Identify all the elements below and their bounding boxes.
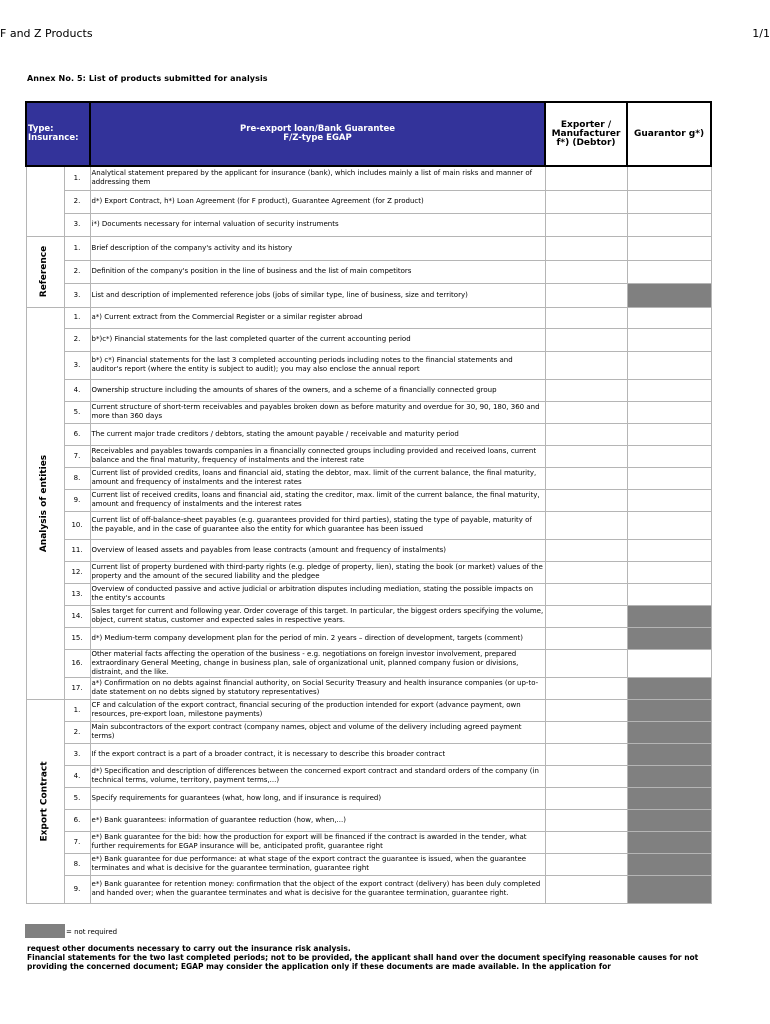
guarantor-cell: [627, 328, 711, 351]
guarantor-cell: [627, 511, 711, 539]
annex-title: Annex No. 5: List of products submitted for analysis: [27, 74, 268, 83]
row-number: 3.: [64, 743, 90, 765]
table-row: [26, 765, 711, 787]
row-number: 17.: [64, 677, 90, 699]
guarantor-cell: [627, 401, 711, 423]
exporter-cell: [545, 445, 627, 467]
row-description: Current list of property burdened with third-party rights (e.g. pledge of property, lien), stating the book (or market) values of the property and the amount of the secured liability and the pledgee: [90, 561, 545, 583]
exporter-cell: [545, 605, 627, 627]
section-label: Export Contract: [39, 760, 50, 842]
row-number: 10.: [64, 511, 90, 539]
type-insurance-header: [26, 102, 90, 166]
exporter-cell: [545, 166, 627, 190]
exporter-cell: [545, 649, 627, 677]
product-header: [90, 102, 545, 166]
exporter-cell: [545, 809, 627, 831]
guarantor-cell: [627, 561, 711, 583]
exporter-cell: [545, 875, 627, 903]
row-description: Current structure of short-term receivables and payables broken down as before maturity and overdue for 30, 90, 180, 360 and more than 360 days: [90, 401, 545, 423]
guarantor-cell: [627, 489, 711, 511]
row-number: 8.: [64, 467, 90, 489]
table-row: [26, 677, 711, 699]
row-number: 1.: [64, 236, 90, 260]
row-number: 1.: [64, 699, 90, 721]
row-number: 3.: [64, 283, 90, 307]
row-description: CF and calculation of the export contract, financial securing of the production intended for export (advance payment, own resources, pre-export loan, milestone payments): [90, 699, 545, 721]
row-number: 7.: [64, 445, 90, 467]
row-description: List and description of implemented reference jobs (jobs of similar type, line of business, size and territory): [90, 283, 545, 307]
table-row: [26, 467, 711, 489]
table-row: [26, 236, 711, 260]
table-header-row: [26, 102, 711, 166]
products-table: [25, 101, 712, 904]
type-label: Type:: [28, 124, 54, 134]
guarantor-cell: [627, 787, 711, 809]
guarantor-cell: [627, 307, 711, 328]
row-number: 15.: [64, 627, 90, 649]
guarantor-cell: [627, 190, 711, 213]
guarantor-cell: [627, 875, 711, 903]
row-number: 2.: [64, 260, 90, 283]
table-row: [26, 489, 711, 511]
row-number: 4.: [64, 379, 90, 401]
table-row: [26, 328, 711, 351]
guarantor-cell: [627, 236, 711, 260]
table-row: [26, 721, 711, 743]
row-description: Sales target for current and following year. Order coverage of this target. In particular, the biggest orders specifying the volume, object, current status, customer and expected sales in respective years.: [90, 605, 545, 627]
row-description: d*) Medium-term company development plan for the period of min. 2 years – direction of development, targets (comment): [90, 627, 545, 649]
exporter-cell: [545, 583, 627, 605]
exporter-cell: [545, 677, 627, 699]
row-description: Overview of conducted passive and active judicial or arbitration disputes including mediation, stating the possible impacts on the entity's accounts: [90, 583, 545, 605]
row-description: Overview of leased assets and payables from lease contracts (amount and frequency of instalments): [90, 539, 545, 561]
row-number: 1.: [64, 307, 90, 328]
row-number: 6.: [64, 423, 90, 445]
table-row: [26, 743, 711, 765]
row-number: 9.: [64, 875, 90, 903]
guarantor-cell: [627, 213, 711, 236]
row-description: b*)c*) Financial statements for the last completed quarter of the current accounting period: [90, 328, 545, 351]
guarantor-cell: [627, 809, 711, 831]
section-label: Reference: [39, 245, 50, 298]
row-description: Main subcontractors of the export contract (company names, object and volume of the delivery including agreed payment terms): [90, 721, 545, 743]
exporter-cell: [545, 283, 627, 307]
guarantor-cell: [627, 467, 711, 489]
table-row: [26, 307, 711, 328]
product-header-line1: Pre-export loan/Bank Guarantee: [240, 124, 395, 134]
table-row: [26, 401, 711, 423]
row-description: Specify requirements for guarantees (what, how long, and if insurance is required): [90, 787, 545, 809]
row-number: 2.: [64, 328, 90, 351]
exporter-cell: [545, 489, 627, 511]
row-description: e*) Bank guarantee for retention money: confirmation that the object of the export contract (delivery) has been duly completed and handed over; when the guarantee terminates and what is decisive for the guarantee termination, guarantee right.: [90, 875, 545, 903]
guarantor-cell: [627, 831, 711, 853]
section-label-cell: [26, 166, 64, 236]
exporter-cell: [545, 561, 627, 583]
exporter-cell: [545, 699, 627, 721]
footer-note-2: Financial statements for the two last completed periods; not to be provided, the applicant shall hand over the document specifying reasonable causes for not providing the concerned document; EGAP may consider the application only if these documents are made available. In the application for: [27, 953, 699, 971]
guarantor-header: Guarantor g*): [627, 102, 711, 166]
row-number: 5.: [64, 401, 90, 423]
guarantor-cell: [627, 853, 711, 875]
row-number: 11.: [64, 539, 90, 561]
guarantor-cell: [627, 605, 711, 627]
exporter-cell: [545, 743, 627, 765]
footer-note-1: request other documents necessary to carry out the insurance risk analysis.: [27, 944, 351, 953]
exporter-cell: [545, 511, 627, 539]
row-number: 14.: [64, 605, 90, 627]
row-number: 13.: [64, 583, 90, 605]
insurance-label: Insurance:: [28, 133, 79, 143]
guarantor-cell: [627, 627, 711, 649]
table-row: [26, 423, 711, 445]
exporter-cell: [545, 190, 627, 213]
table-row: [26, 875, 711, 903]
guarantor-cell: [627, 649, 711, 677]
exporter-cell: [545, 236, 627, 260]
exporter-cell: [545, 627, 627, 649]
row-description: Ownership structure including the amounts of shares of the owners, and a scheme of a financially connected group: [90, 379, 545, 401]
table-row: [26, 283, 711, 307]
section-label: Analysis of entities: [39, 454, 50, 552]
row-description: Receivables and payables towards companies in a financially connected groups including provided and received loans, current balance and the final maturity, frequency of instalments and the interest rate: [90, 445, 545, 467]
guarantor-cell: [627, 743, 711, 765]
guarantor-cell: [627, 677, 711, 699]
exporter-cell: [545, 328, 627, 351]
exporter-cell: [545, 351, 627, 379]
exporter-cell: [545, 260, 627, 283]
exporter-cell: [545, 539, 627, 561]
row-number: 4.: [64, 765, 90, 787]
table-row: [26, 787, 711, 809]
row-number: 5.: [64, 787, 90, 809]
table-row: [26, 166, 711, 190]
section-label-cell: [26, 699, 64, 903]
row-description: b*) c*) Financial statements for the last 3 completed accounting periods including notes to the financial statements and auditor's report (where the entity is subject to audit); you may also enclose the annual report: [90, 351, 545, 379]
row-number: 2.: [64, 190, 90, 213]
guarantor-cell: [627, 445, 711, 467]
row-description: i*) Documents necessary for internal valuation of security instruments: [90, 213, 545, 236]
row-number: 16.: [64, 649, 90, 677]
row-number: 2.: [64, 721, 90, 743]
row-description: Other material facts affecting the operation of the business - e.g. negotiations on foreign investor involvement, prepared extraordinary General Meeting, change in business plan, sale of organizational unit, planned company fusion or divisions, distraint, and the like.: [90, 649, 545, 677]
guarantor-cell: [627, 379, 711, 401]
table-row: [26, 853, 711, 875]
guarantor-cell: [627, 765, 711, 787]
exporter-header: Exporter / Manufacturer f*) (Debtor): [545, 102, 627, 166]
guarantor-cell: [627, 539, 711, 561]
page-number: 1/1: [752, 27, 770, 40]
guarantor-cell: [627, 583, 711, 605]
row-number: 9.: [64, 489, 90, 511]
legend-text: = not required: [66, 928, 118, 936]
table-row: [26, 605, 711, 627]
exporter-cell: [545, 423, 627, 445]
section-label-cell: [26, 236, 64, 307]
table-row: [26, 379, 711, 401]
exporter-cell: [545, 379, 627, 401]
section-label-cell: [26, 307, 64, 699]
guarantor-cell: [627, 166, 711, 190]
guarantor-cell: [627, 283, 711, 307]
row-description: e*) Bank guarantees: information of guarantee reduction (how, when,...): [90, 809, 545, 831]
table-row: [26, 699, 711, 721]
guarantor-cell: [627, 721, 711, 743]
row-description: e*) Bank guarantee for the bid: how the production for export will be financed if the contract is awarded in the tender, what further requirements for EGAP insurance will be, anticipated profit, guarantee right: [90, 831, 545, 853]
table-row: [26, 445, 711, 467]
exporter-cell: [545, 721, 627, 743]
row-description: d*) Export Contract, h*) Loan Agreement (for F product), Guarantee Agreement (for Z product): [90, 190, 545, 213]
table-row: [26, 260, 711, 283]
exporter-cell: [545, 401, 627, 423]
table-row: [26, 831, 711, 853]
row-number: 3.: [64, 351, 90, 379]
row-number: 12.: [64, 561, 90, 583]
table-row: [26, 213, 711, 236]
legend-swatch: [25, 924, 65, 938]
table-row: [26, 351, 711, 379]
table-row: [26, 649, 711, 677]
exporter-cell: [545, 853, 627, 875]
guarantor-cell: [627, 699, 711, 721]
row-number: 3.: [64, 213, 90, 236]
table-row: [26, 809, 711, 831]
exporter-cell: [545, 307, 627, 328]
row-description: Current list of off-balance-sheet payables (e.g. guarantees provided for third parties), stating the type of payable, maturity of the payable, and in the case of guarantee also the entity for which guarantee has been issued: [90, 511, 545, 539]
guarantor-cell: [627, 351, 711, 379]
guarantor-cell: [627, 260, 711, 283]
table-row: [26, 539, 711, 561]
row-number: 1.: [64, 166, 90, 190]
row-description: Analytical statement prepared by the applicant for insurance (bank), which includes mainly a list of main risks and manner of addressing them: [90, 166, 545, 190]
exporter-cell: [545, 467, 627, 489]
row-number: 8.: [64, 853, 90, 875]
row-description: a*) Current extract from the Commercial Register or a similar register abroad: [90, 307, 545, 328]
guarantor-cell: [627, 423, 711, 445]
row-description: Current list of provided credits, loans and financial aid, stating the debtor, max. limit of the current balance, the final maturity, amount and frequency of instalments and the interest rates: [90, 467, 545, 489]
exporter-cell: [545, 831, 627, 853]
row-description: a*) Confirmation on no debts against financial authority, on Social Security Treasury and health insurance companies (or up-to-date statement on no debts signed by statutory representatives): [90, 677, 545, 699]
row-description: e*) Bank guarantee for due performance: at what stage of the export contract the guarantee is issued, when the guarantee terminates and what is decisive for the guarantee termination, guarantee right: [90, 853, 545, 875]
exporter-cell: [545, 213, 627, 236]
row-description: d*) Specification and description of differences between the concerned export contract and standard orders of the company (in technical terms, volume, territory, payment terms,...): [90, 765, 545, 787]
row-description: If the export contract is a part of a broader contract, it is necessary to describe this broader contract: [90, 743, 545, 765]
table-row: [26, 583, 711, 605]
row-description: The current major trade creditors / debtors, stating the amount payable / receivable and maturity period: [90, 423, 545, 445]
table-row: [26, 627, 711, 649]
table-row: [26, 190, 711, 213]
row-number: 6.: [64, 809, 90, 831]
exporter-cell: [545, 787, 627, 809]
table-row: [26, 561, 711, 583]
row-description: Brief description of the company's activity and its history: [90, 236, 545, 260]
row-description: Current list of received credits, loans and financial aid, stating the creditor, max. limit of the current balance, the final maturity, amount and frequency of instalments and the interest rates: [90, 489, 545, 511]
document-title: F and Z Products: [0, 27, 93, 40]
row-description: Definition of the company's position in the line of business and the list of main competitors: [90, 260, 545, 283]
exporter-cell: [545, 765, 627, 787]
table-row: [26, 511, 711, 539]
row-number: 7.: [64, 831, 90, 853]
product-header-line2: F/Z-type EGAP: [283, 133, 352, 143]
